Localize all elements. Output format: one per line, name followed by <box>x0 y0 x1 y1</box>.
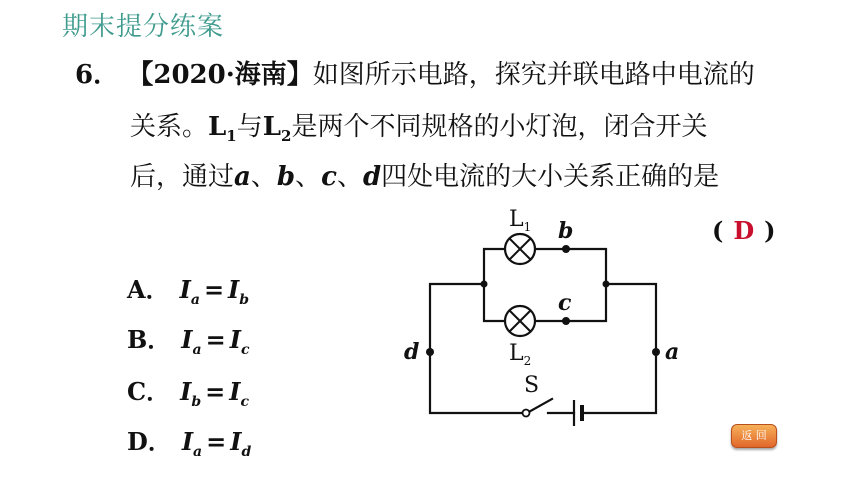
option-label: C． <box>127 377 171 406</box>
question-text-2c: 是两个不同规格的小灯泡，闭合开关 <box>291 112 708 142</box>
wire-outer-left <box>430 284 523 413</box>
question-text-2a: 关系。 <box>130 112 209 142</box>
page-header-title: 期末提分练案 <box>62 12 225 42</box>
option-right-sub: c <box>240 394 250 410</box>
wire-upper-left <box>484 249 504 284</box>
point-d-dot <box>426 348 434 356</box>
option-left-sub: a <box>193 444 203 460</box>
point-c-dot <box>562 317 570 325</box>
option-c[interactable] <box>127 372 249 410</box>
separator-2: 、 <box>295 162 322 192</box>
point-b-dot <box>562 245 570 253</box>
label-point-c: c <box>558 290 572 316</box>
answer-close-paren: ) <box>764 216 776 245</box>
answer-letter: D <box>733 216 755 245</box>
lamp1-subscript: 1 <box>226 127 237 145</box>
question-line-1 <box>75 58 755 92</box>
option-right-var: I <box>229 325 241 354</box>
junction-left <box>481 281 488 288</box>
option-d[interactable] <box>127 422 251 460</box>
question-line-3 <box>130 160 719 194</box>
option-equals: = <box>206 427 227 456</box>
option-equals: = <box>205 325 226 354</box>
option-right-var: I <box>229 377 241 406</box>
option-right-sub: c <box>240 342 250 358</box>
point-d-text: d <box>362 162 382 192</box>
label-point-d: d <box>404 339 420 365</box>
switch-contact-left <box>523 410 530 417</box>
label-switch: S <box>524 373 540 398</box>
separator-3: 、 <box>336 162 363 192</box>
option-right-sub: b <box>239 292 250 308</box>
option-left-sub: a <box>190 292 200 308</box>
label-l2: $L_2$ <box>509 341 532 368</box>
answer-box <box>712 216 776 245</box>
option-left-sub: a <box>192 342 202 358</box>
question-line-2 <box>130 110 707 153</box>
wire-upper-right <box>536 249 606 284</box>
lamp1-symbol: L <box>208 112 227 142</box>
label-l1: $L_1$ <box>509 207 532 234</box>
label-point-a: a <box>665 339 680 365</box>
point-a-text: a <box>234 162 251 192</box>
junction-right <box>603 281 610 288</box>
option-label: B． <box>127 325 172 354</box>
point-b-text: b <box>276 162 296 192</box>
option-left-var: I <box>179 275 191 304</box>
lamp-l2-icon <box>505 306 535 336</box>
option-right-var: I <box>228 275 240 304</box>
separator-1: 、 <box>250 162 277 192</box>
option-equals: = <box>205 377 226 406</box>
label-point-b: b <box>558 218 574 244</box>
question-text-2b: 与 <box>236 112 263 142</box>
question-source-tag: 【2020·海南】 <box>127 60 313 90</box>
option-right-sub: d <box>241 444 252 460</box>
option-label: A． <box>127 275 170 304</box>
lamp2-subscript: 2 <box>281 127 292 145</box>
question-text-3b: 四处电流的大小关系正确的是 <box>381 162 720 192</box>
lamp-l1-icon <box>505 234 535 264</box>
option-left-var: I <box>180 377 192 406</box>
answer-open-paren: ( <box>712 216 724 245</box>
question-text-1: 如图所示电路，探究并联电路中电流的 <box>312 60 755 90</box>
option-right-var: I <box>230 427 242 456</box>
point-c-text: c <box>321 162 337 192</box>
option-left-var: I <box>181 325 193 354</box>
option-b[interactable] <box>127 320 249 358</box>
question-number: 6． <box>75 60 120 90</box>
option-label: D． <box>127 427 172 456</box>
option-left-var: I <box>181 427 194 456</box>
option-equals: = <box>203 275 225 304</box>
battery-icon <box>574 400 582 426</box>
question-text-3a: 后，通过 <box>130 162 235 192</box>
wire-lower-right <box>536 284 606 321</box>
option-left-sub: b <box>191 394 202 410</box>
lamp2-symbol: L <box>262 112 282 142</box>
wire-outer-right <box>582 284 656 413</box>
option-a[interactable] <box>127 270 249 308</box>
back-button[interactable]: 返 回 <box>731 424 777 448</box>
point-a-dot <box>652 348 660 356</box>
switch-blade <box>527 399 552 413</box>
wire-lower-left <box>484 284 504 321</box>
